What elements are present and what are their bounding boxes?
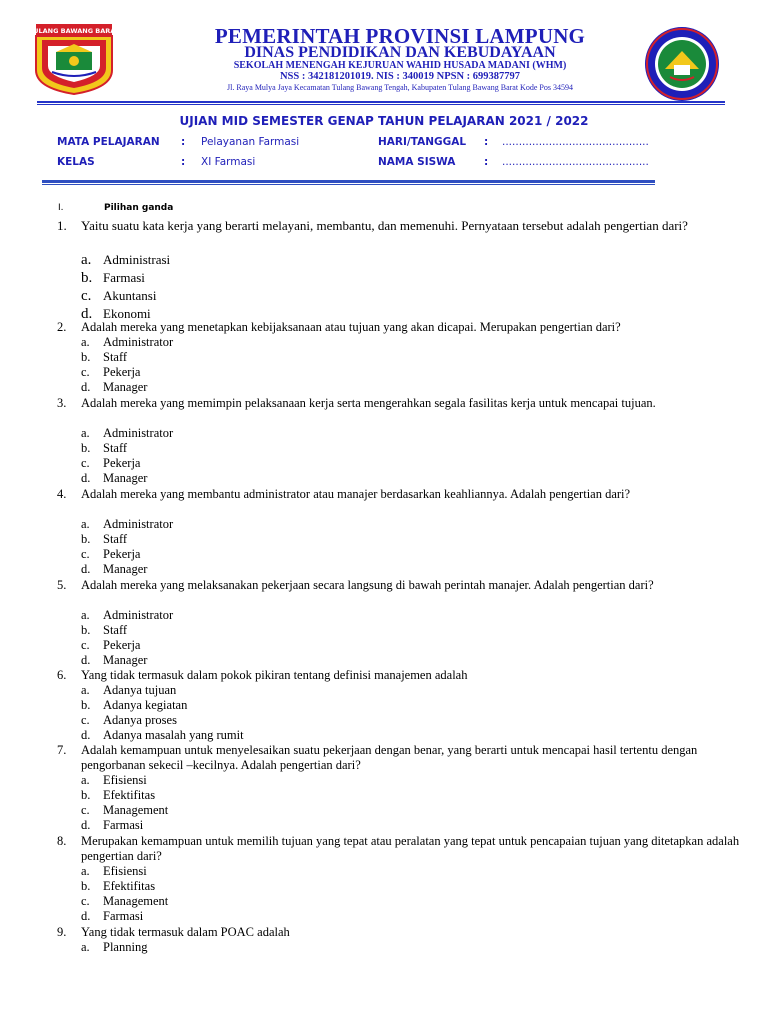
option-d[interactable]: d. Farmasi: [81, 818, 144, 832]
option-c[interactable]: c. Management: [81, 894, 169, 908]
option-a[interactable]: a. Administrator: [81, 335, 174, 349]
option-a[interactable]: a. Efisiensi: [81, 773, 147, 787]
question-number: 3.: [57, 396, 67, 410]
option-d[interactable]: d. Farmasi: [81, 909, 144, 923]
class-label: KELAS: [57, 156, 95, 168]
exam-title: UJIAN MID SEMESTER GENAP TAHUN PELAJARAN 2021 / 2022: [179, 114, 589, 128]
option-a[interactable]: a. Administrator: [81, 426, 174, 440]
class-separator: :: [181, 156, 186, 168]
question-number: 5.: [57, 578, 67, 592]
option-a[interactable]: a. Administrator: [81, 608, 174, 622]
header-rule: [37, 101, 725, 103]
option-b[interactable]: b. Staff: [81, 623, 128, 637]
option-d[interactable]: d. Manager: [81, 562, 148, 576]
option-d[interactable]: d. Manager: [81, 471, 148, 485]
option-d[interactable]: d. Manager: [81, 380, 148, 394]
option-b[interactable]: b. Efektifitas: [81, 879, 156, 893]
student-name-separator: :: [484, 156, 489, 168]
option-a[interactable]: a. Planning: [81, 940, 148, 954]
question-text: Yang tidak termasuk dalam pokok pikiran tentang definisi manajemen adalah: [81, 668, 468, 682]
header-rule-thin: [37, 104, 725, 105]
option-b[interactable]: b. Staff: [81, 532, 128, 546]
option-b[interactable]: b. Efektifitas: [81, 788, 156, 802]
option-d[interactable]: d. Ekonomi: [81, 306, 151, 322]
option-a[interactable]: a. Efisiensi: [81, 864, 147, 878]
subject-value: Pelayanan Farmasi: [201, 136, 300, 148]
question-text: Adalah kemampuan untuk menyelesaikan suatu pekerjaan dengan benar, yang berarti untuk mencapai hasil tertentu dengan pengorbanan sekecil –kecilnya. Adalah pengertian dari?: [81, 743, 698, 772]
option-c[interactable]: c. Pekerja: [81, 638, 141, 652]
question-text: Adalah mereka yang menetapkan kebijaksanaan atau tujuan yang akan dicapai. Merupakan pengertian dari?: [81, 320, 621, 334]
subject-label: MATA PELAJARAN: [57, 136, 160, 148]
option-a[interactable]: a. Administrator: [81, 517, 174, 531]
option-c[interactable]: c. Management: [81, 803, 169, 817]
question-number: 2.: [57, 320, 67, 334]
government-name: PEMERINTAH PROVINSI LAMPUNG: [214, 24, 586, 48]
option-b[interactable]: b. Staff: [81, 441, 128, 455]
option-b[interactable]: b. Adanya kegiatan: [81, 698, 188, 712]
meta-rule-thin: [42, 184, 655, 185]
option-b[interactable]: b. Farmasi: [81, 270, 145, 286]
question-text: Adalah mereka yang melaksanakan pekerjaan secara langsung di bawah perintah manajer. Adalah pengertian dari?: [81, 578, 654, 592]
date-value[interactable]: ............................................: [502, 136, 649, 148]
school-name: SEKOLAH MENENGAH KEJURUAN WAHID HUSADA MADANI (WHM): [233, 60, 567, 71]
option-c[interactable]: c. Pekerja: [81, 547, 141, 561]
option-c[interactable]: c. Pekerja: [81, 456, 141, 470]
option-d[interactable]: d. Adanya masalah yang rumit: [81, 728, 244, 742]
question-number: 7.: [57, 743, 67, 757]
question-number: 8.: [57, 834, 67, 848]
tulang-bawang-barat-emblem-icon: [28, 22, 120, 96]
department-name: DINAS PENDIDIKAN DAN KEBUDAYAAN: [244, 44, 556, 61]
emblem-text: TULANG BAWANG BARAT: [28, 27, 120, 35]
question-text: Yang tidak termasuk dalam POAC adalah: [81, 925, 290, 939]
letterhead: [0, 0, 768, 108]
section-title: Pilihan ganda: [104, 203, 174, 213]
option-d[interactable]: d. Manager: [81, 653, 148, 667]
question-number: 4.: [57, 487, 67, 501]
school-address: Jl. Raya Mulya Jaya Kecamatan Tulang Bawang Tengah, Kabupaten Tulang Bawang Barat Kode Pos 34594: [227, 83, 573, 92]
question-text: Adalah mereka yang membantu administrator atau manajer berdasarkan keahliannya. Adalah pengertian dari?: [81, 487, 631, 501]
student-name-value[interactable]: ............................................: [502, 156, 649, 168]
student-name-label: NAMA SISWA: [378, 156, 456, 168]
date-label: HARI/TANGGAL: [378, 136, 467, 148]
subject-separator: :: [181, 136, 186, 148]
meta-rule: [42, 180, 655, 183]
question-number: 9.: [57, 925, 67, 939]
option-a[interactable]: a. Adanya tujuan: [81, 683, 177, 697]
question-number: 6.: [57, 668, 67, 682]
question-text: Adalah mereka yang memimpin pelaksanaan kerja serta mengerahkan segala fasilitas kerja untuk mencapai tujuan.: [81, 396, 656, 410]
school-ids: NSS : 342181201019. NIS : 340019 NPSN : 699387797: [279, 71, 521, 82]
question-text: Merupakan kemampuan untuk memilih tujuan yang tepat atau peralatan yang tepat untuk pencapaian tujuan yang ditetapkan adalah pengertian dari?: [81, 834, 740, 863]
school-emblem-icon: [641, 25, 723, 103]
class-value: XI Farmasi: [201, 156, 256, 168]
option-c[interactable]: c. Pekerja: [81, 365, 141, 379]
question-text: Yaitu suatu kata kerja yang berarti melayani, membantu, dan memenuhi. Pernyataan tersebut adalah pengertian dari?: [81, 218, 688, 233]
option-c[interactable]: c. Akuntansi: [81, 288, 157, 304]
section-number: I.: [58, 203, 64, 213]
date-separator: :: [484, 136, 489, 148]
option-b[interactable]: b. Staff: [81, 350, 128, 364]
option-c[interactable]: c. Adanya proses: [81, 713, 177, 727]
question-number: 1.: [57, 218, 67, 233]
option-a[interactable]: a. Administrasi: [81, 252, 171, 268]
